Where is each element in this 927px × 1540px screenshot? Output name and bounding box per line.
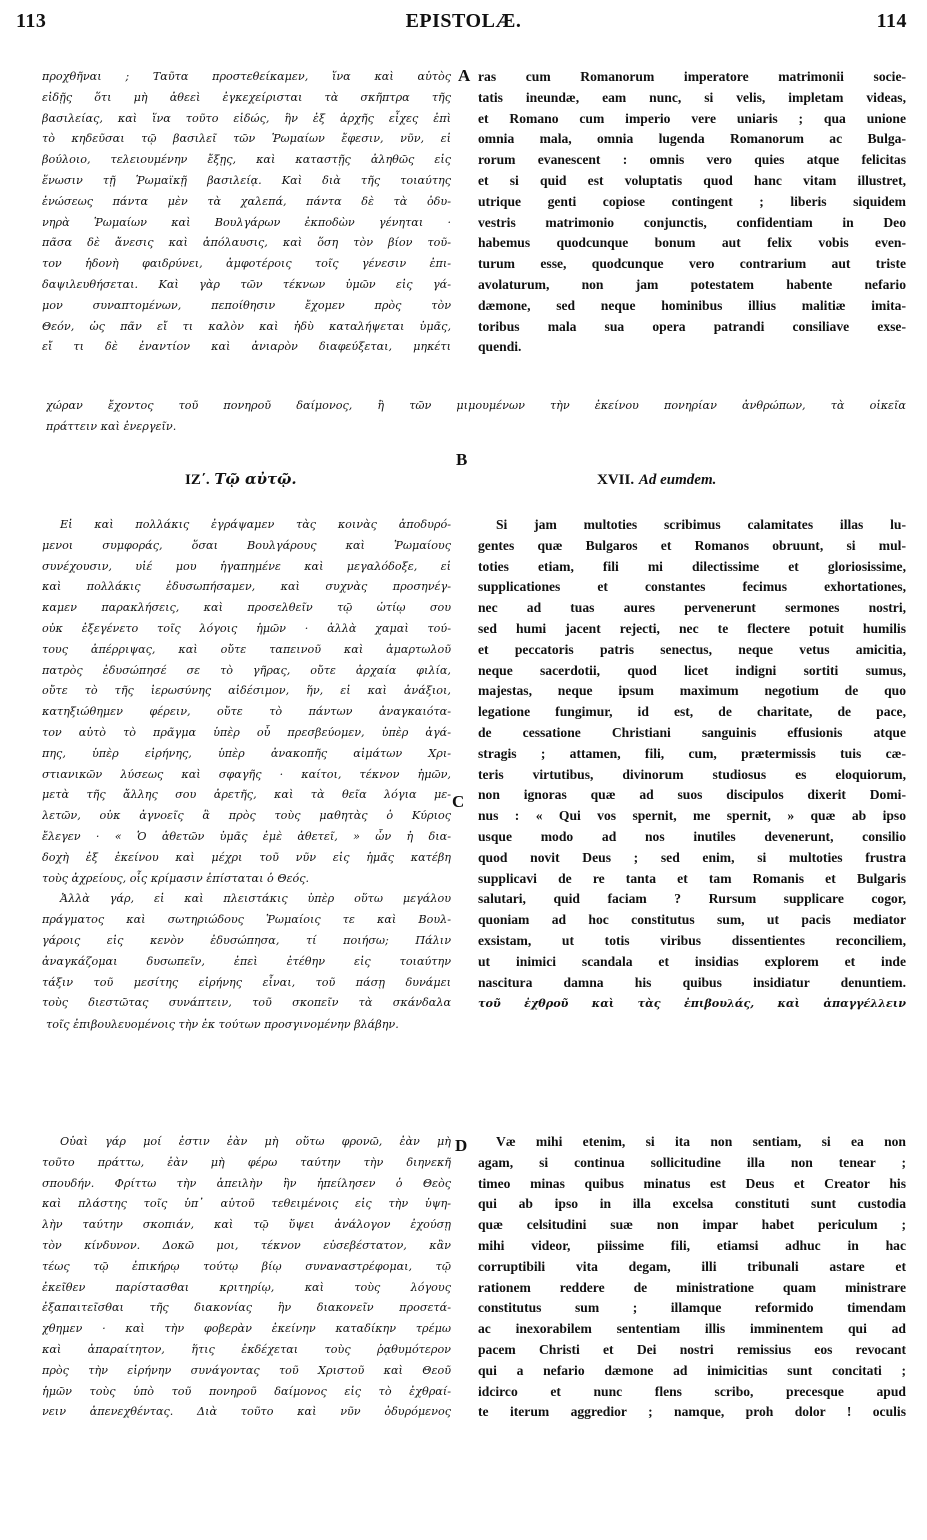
running-title: EPISTOLÆ. [405,10,522,32]
greek-line: μετὰ τῆς ἄλλης σου ἀρετῆς, καὶ τὰ θεῖα λόγια με- [42,788,451,802]
latin-line: exsistam, ut totis viribus dissentientes reconciliem, [478,932,906,948]
latin-line: habemus quodcunque bonum aut felix vobis even- [478,235,906,251]
latin-line: corruptibili vita degam, illi tribunali astare et [478,1258,906,1274]
greek-line: ἑνώσεως πάντα μὲν τὰ χαλεπά, πάντα δὲ τὰ ὀδυ- [42,194,451,208]
page-number-right: 114 [876,10,907,32]
latin-line: quæ celsitudini suæ non impar habet periculum ; [478,1217,906,1233]
latin-line: nus : « Qui vos spernit, me spernit, » quæ ab ipso [478,808,906,824]
greek-line: καμεν παρακλήσεις, καὶ προσελθεῖν τῷ ὠτίῳ σου [42,601,451,615]
greek-line: τοῦτο πράττω, ἐὰν μὴ φέρω ταύτην τὴν διηνεκῆ [42,1155,451,1169]
margin-marker-b: B [456,450,468,469]
greek-line: οὐκ ἐξεγένετο τοῖς λόγοις ἡμῶν · ἀλλὰ χαμαὶ τού- [42,621,451,635]
greek-line: πρὸς τὴν εἰρήνην συνάγοντας τοῦ Χριστοῦ καὶ Θεοῦ [42,1363,451,1377]
greek-line: σπουδήν. Φρίττω τὴν ἀπειλὴν ἣν ἠπείλησεν ὁ Θεὸς [42,1176,451,1190]
margin-marker-a: A [458,66,471,85]
greek-line: ἐξαπαιτεῖσθαι τῆς διακονίας ἣν διακονεῖν προσετά- [42,1301,451,1315]
greek-line: ἀναγκάζομαι δυσωπεῖν, ἐπεὶ ἐτέθην εἰς τοιαύτην [42,954,451,968]
latin-line: vestris matrimonio conjunctis, confidentiam in Deo [478,214,906,230]
greek-line: στιανικῶν λύσεως καὶ σφαγῆς · καίτοι, τέκνον ἡμῶν, [42,767,451,781]
latin-line: neque sacerdotii, quod licet indigni sortiti sumus, [478,662,906,678]
greek-line: οὔτε τὸ τῆς ἱερωσύνης αἰδέσιμον, ἥν, εἰ καὶ ἀνάξιοι, [42,684,451,698]
greek-section-heading: Τῷ αὐτῷ. [214,470,297,488]
latin-section-number: XVII. [597,472,635,488]
greek-line: πατρὸς ἐδυσώπησέ σε τὸ γῆρας, οὔτε ἀρχαία φιλία, [42,663,451,677]
margin-marker-c: C [452,792,465,811]
latin-line: ras cum Romanorum imperatore matrimonii socie- [478,69,906,84]
latin-line: Væ mihi etenim, si ita non sentiam, si ea non [496,1134,906,1149]
latin-line: pacem Christi et Dei nostri remissius eos revocant [478,1341,906,1357]
greek-line: νειν ἀπενεχθέντας. Διὰ τοῦτο καὶ νῦν ὀδυρόμενος [42,1405,451,1419]
latin-line: rorum evanescent : omnis vero quies atque felicitas [478,152,906,168]
greek-line: μον συναπτομένων, πεποίθησιν ἔχομεν πρὸς τὸν [42,298,451,312]
latin-line: turum esse, quodcunque vero contrarium aut triste [478,256,906,272]
latin-line: constitutus sum ; illamque reformido timendam [478,1300,906,1316]
greek-line: βασιλείας, καὶ ἵνα τοῦτο εἰδώς, ἣν ἐξ ἀρχῆς εἶχες ἐπὶ [42,111,451,125]
greek-line: καὶ πολλάκις ἐδυσωπήσαμεν, καὶ συχνὰς προσηνέγ- [42,580,451,594]
greek-line: τὸ κηδεῦσαι τῷ βασιλεῖ τῶν Ῥωμαίων ἔφεσιν, νῦν, εἰ [42,132,451,146]
greek-line: Θεόν, ὡς πᾶν εἴ τι καλὸν καὶ ἡδὺ καταλήψεται ὑμᾶς, [42,319,451,333]
latin-line: omnia mala, omnia lugenda Romanorum ac Bulga- [478,131,906,147]
latin-line: utrique genti copiose contingent ; liberis siquidem [478,193,906,209]
greek-line: τὸν κίνδυνον. Δοκῶ μοι, τέκνον εὐσεβέστατον, κἂν [42,1238,451,1252]
greek-line: νηρὰ Ῥωμαίων καὶ Βουλγάρων ἐκποδὼν γένηται · [42,215,451,229]
greek-line: κατηξιώθημεν φέρειν, οὔτε τὸ πάντων ἀναγκαιότα- [42,705,451,719]
latin-line: tatis ineundæ, eam nunc, si velis, impletam videas, [478,89,906,105]
latin-line: Si jam multoties scribimus calamitates illas lu- [496,517,906,532]
latin-line: sed humi jacent rejecti, nec te flectere potuit humilis [478,620,906,636]
latin-line: avolaturum, non jam potestatem habente nefario [478,276,906,292]
latin-line: qui a nefario dæmone ad inimicitias sunt concitati ; [478,1362,906,1378]
greek-full-width-2 [46,1015,906,1036]
latin-line: qui ab ipso in illa excelsa constituti sunt custodia [478,1196,906,1212]
greek-section-title [185,470,297,489]
latin-line: majestas, neque ipsum maximum negotium de quo [478,683,906,699]
greek-line: εἴ τι δὲ ἐναντίον καὶ ἀνιαρὸν διαφεύξεται, μηκέτι [42,340,451,354]
margin-marker-d: D [455,1136,468,1155]
latin-column-2 [478,515,906,1014]
greek-line: λὴν ταύτην σκοπιάν, καὶ τῷ ὕψει ἀνάλογον ἐχούσῃ [42,1218,451,1232]
latin-column-1 [478,67,906,358]
greek-line: δαψιλευθήσεται. Καὶ γὰρ τῶν τέκνων ὑμῶν εἰς γά- [42,277,451,291]
greek-line: τέως τῷ ἐπικήρῳ τούτῳ βίῳ συναναστρέφομαι, τῷ [42,1259,451,1273]
greek-line: Ἀλλὰ γάρ, εἰ καὶ πλειστάκις ὑπὲρ οὕτω μεγάλου [60,892,451,906]
latin-line: salutari, quid faciam ? Rursum supplicare cogor, [478,891,906,907]
latin-line: timeo minas quibus minatus est Deus et Creator his [478,1175,906,1191]
latin-line: de cessatione Christiani sanguinis effusionis atque [478,724,906,740]
greek-line: καὶ ἀπαραίτητον, ἥτις ἐκδέχεται τοὺς ῥᾳθυμότερον [42,1342,451,1356]
greek-line: τους ἀπέρριψας, καὶ οὔτε ταπεινοῦ καὶ ἁμαρτωλοῦ [42,642,451,656]
latin-line: nascitura damna his quibus insidiatur denuntiem. [478,974,906,990]
latin-line: teris virtutibus, divinorum studiosus es eloquiorum, [478,766,906,782]
latin-line: non ignoras quæ ad suos discipulos dixerit Domi- [478,787,906,803]
latin-line: gentes quæ Bulgaros et Romanos obruunt, si mul- [478,537,906,553]
latin-line: ac inexorabilem sententiam illis imminentem qui ad [478,1321,906,1337]
latin-line: ut inimici scandala et insidias explorem et inde [478,953,906,969]
latin-line: legatione fungimur, id est, de charitate, de pace, [478,704,906,720]
latin-line: quoniam ad hoc constitutus sum, ut pacis mediator [478,912,906,928]
latin-line: nec ad tuas aures pervenerunt sermones nostri, [478,600,906,616]
greek-line: πράγματος καὶ σωτηριώδους Ῥωμαίοις τε καὶ Βουλ- [42,913,451,927]
latin-line: dæmone, sed neque hominibus illius malitiæ imita- [478,297,906,313]
latin-line: supplicavi de re tanta et tam Romanis et Bulgaris [478,870,906,886]
greek-line: τον αὐτὸ τὸ πρᾶγμα ὑπὲρ οὗ πρεσβεύομεν, ὑπὲρ ἀγά- [42,725,451,739]
greek-line: Εἰ καὶ πολλάκις ἐγράψαμεν τὰς κοινὰς ἀποδυρό- [60,518,451,531]
latin-line: quendi. [478,339,522,355]
greek-line: βούλοιο, τελειουμένην ἔξῃς, καὶ καταστῇς ἀληθῶς εἰς [42,153,451,167]
greek-line: γάροις εἰς κενὸν ἐδυσώπησα, τί ποιήσω; Πάλιν [42,933,451,947]
greek-line: ἐκεῖθεν παρίστασθαι κριτηρίῳ, καὶ τοὺς λόγους [42,1280,451,1294]
latin-line: idcirco et nunc flens scribo, precesque apud [478,1383,906,1399]
latin-line: te iterum aggredior ; namque, proh dolor ! oculis [478,1404,906,1420]
page-number-left: 113 [16,10,47,32]
greek-full-width-1 [46,396,906,438]
greek-line: πᾶσα δὲ ἄνεσις καὶ ἀπόλαυσις, καὶ ὅση τὸν βίον τοῦ- [42,236,451,250]
greek-column-1 [42,67,451,358]
latin-line: mihi videor, piissime fili, etiamsi adhuc in hac [478,1237,906,1253]
greek-line: τον ἡδονὴ φαιδρύνει, ἀμφοτέροις τοῖς γένεσιν ἐπι- [42,257,451,271]
latin-line: stragis ; attamen, fili, cum, prætermissis tuis cæ- [478,745,906,761]
greek-line: τοῦ ἐχθροῦ καὶ τὰς ἐπιβουλάς, καὶ ἀπαγγέλλειν [478,996,906,1011]
latin-line: et Romano cum imperio vere uniaris ; qua unione [478,110,906,126]
greek-section-number: ΙΖ΄. [185,472,210,488]
greek-line: καὶ πλάστης τοῖς ὑπ᾽ αὐτοῦ τεθειμένοις εἰς τὴν ὑψη- [42,1197,451,1211]
greek-line: τοὺς διεστῶτας συνάπτειν, τοῦ σκοπεῖν τὰ σκάνδαλα [42,996,451,1010]
greek-column-3 [42,1132,451,1423]
latin-line: supplicationes et constantes fecimus exhortationes, [478,579,906,595]
greek-column-2 [42,515,451,1014]
latin-line: agam, si continua sollicitudine illa non tenear ; [478,1154,906,1170]
greek-line: δοχὴ ἐξ ἐκείνου καὶ μέχρι τοῦ νῦν εἰς ἡμᾶς κατέβη [42,850,451,864]
latin-line: toties etiam, fili mi dilectissime et gloriosissime, [478,558,906,574]
greek-line: πης, ὑπὲρ εἰρήνης, ὑπὲρ ἀνακοπῆς αἱμάτων Χρι- [42,746,451,760]
greek-line: προχθῆναι ; Ταῦτα προστεθείκαμεν, ἵνα καὶ αὐτὸς [42,70,451,83]
greek-line: συνέχουσιν, υἱέ μου ἠγαπημένε καὶ μεγαλόδοξε, εἰ [42,559,451,573]
greek-line: εἰδῇς ὅτι μὴ ἀθεεὶ ἐγκεχείρισται τὰ σκῆπτρα τῆς [42,90,451,104]
latin-section-heading: Ad eumdem. [638,472,717,488]
latin-line: usque modo ad nos inutiles devenerunt, consilio [478,828,906,844]
latin-line: quod novit Deus ; sed enim, si multoties frustra [478,849,906,865]
greek-line: χθημεν · καὶ τὴν φοβερὰν ἐκείνην καταδίκην τρέμω [42,1322,451,1336]
greek-line: ἡμῶν τοὺς ὑπὸ τοῦ πονηροῦ δαίμονος εἰς τὸ ἐχθραί- [42,1384,451,1398]
latin-line: rationem reddere de ministratione quam ministrare [478,1279,906,1295]
latin-line: et peccatoris patris senectus, neque vetus amicitia, [478,641,906,657]
latin-line: toribus mala sua opera patrandi consiliave exse- [478,318,906,334]
greek-line: ἔλεγεν · « Ὁ ἀθετῶν ὑμᾶς ἐμὲ ἀθετεῖ, » ὧν ἡ δια- [42,829,451,843]
greek-line: πράττειν καὶ ἐνεργεῖν. [46,419,177,433]
greek-line: χώραν ἔχοντος τοῦ πονηροῦ δαίμονος, ἢ τῶν μιμουμένων τὴν ἐκείνου πονηρίαν ἀνθρώπων, τὰ οἰκεῖα [46,399,906,412]
greek-line: τοῖς ἐπιβουλευομένοις τὴν ἐκ τούτων προσγινομένην βλάβην. [46,1018,399,1031]
greek-line: μενοι συμφοράς, ὅσαι Βουλγάρους καὶ Ῥωμαίους [42,538,451,552]
greek-line: Οὐαὶ γάρ μοί ἐστιν ἐὰν μὴ οὕτω φρονῶ, ἐὰν μὴ [60,1135,451,1148]
greek-line: λετῶν, οὐκ ἀγνοεῖς ἃ πρὸς τοὺς μαθητὰς ὁ Κύριος [42,809,451,823]
latin-section-title [597,470,716,489]
latin-line: et si quid est voluptatis quod hanc vitam illustret, [478,172,906,188]
greek-line: τάξιν τοῦ μεσίτης εἰρήνης εἶναι, τοῦ πάσῃ δυνάμει [42,975,451,989]
latin-column-3 [478,1132,906,1423]
greek-line: ἕνωσιν τῇ Ῥωμαϊκῇ βασιλείᾳ. Καὶ διὰ τῆς τοιαύτης [42,173,451,187]
greek-line: τοὺς ἀχρείους, οἷς κρίμασιν ἐπίσταται ὁ Θεός. [42,871,310,885]
